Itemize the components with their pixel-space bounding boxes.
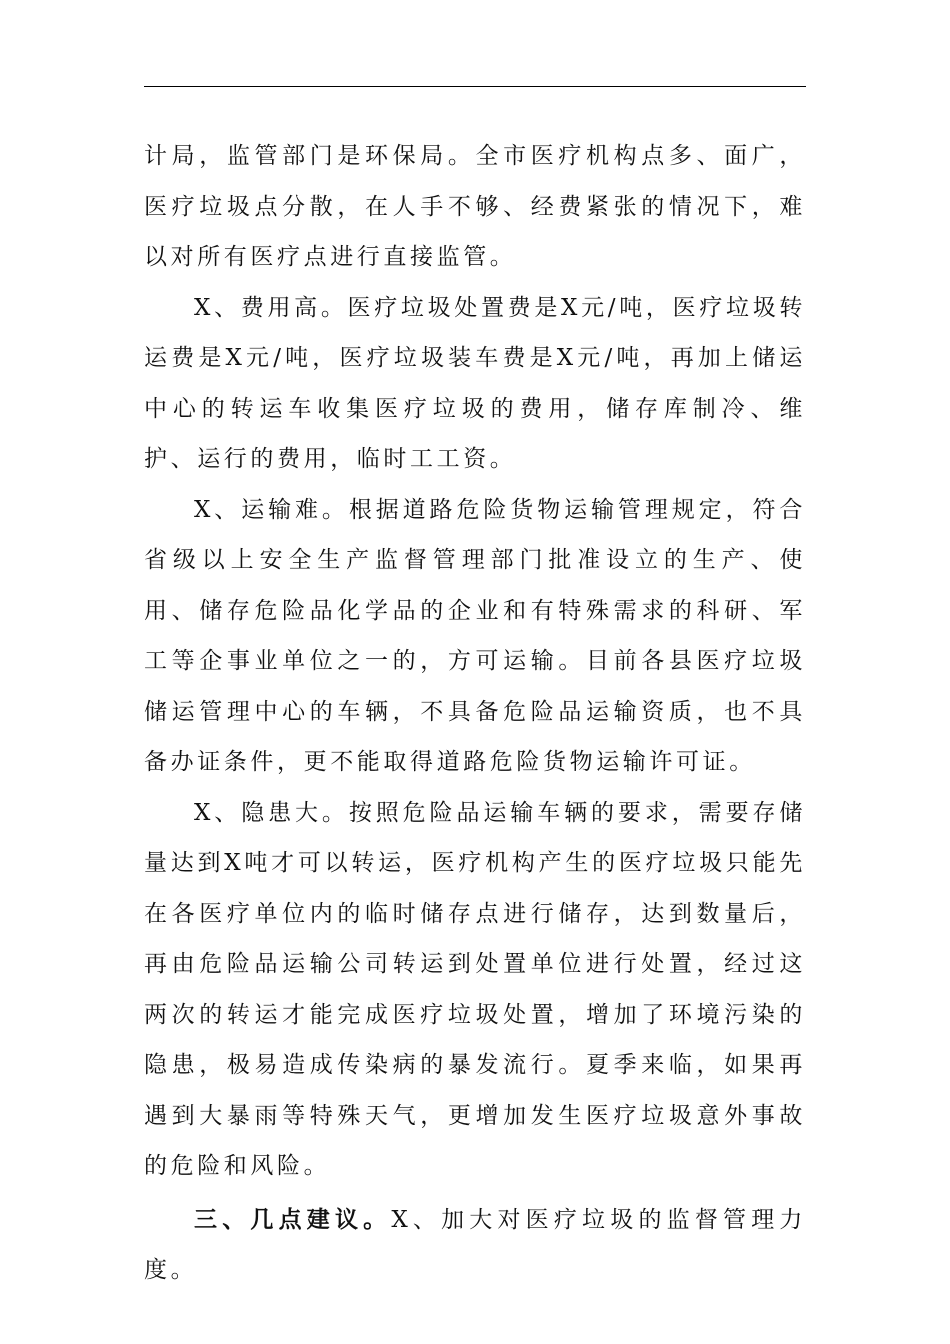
- paragraph-high-cost: X、费用高。医疗垃圾处置费是X元/吨，医疗垃圾转运费是X元/吨，医疗垃圾装车费是X元/吨，再加上储运中心的转运车收集医疗垃圾的费用，储存库制冷、维护、运行的费用，临时工工资。: [144, 294, 806, 472]
- header-rule: [144, 86, 806, 87]
- paragraph-transport-difficulty: X、运输难。根据道路危险货物运输管理规定，符合省级以上安全生产监督管理部门批准设立的生产、使用、储存危险品化学品的企业和有特殊需求的科研、军工等企事业单位之一的，方可运输。目前各县医疗垃圾储运管理中心的车辆，不具备危险品运输资质，也不具备办证条件，更不能取得道路危险货物运输许可证。: [144, 496, 806, 775]
- section-text: X、加大对医疗垃圾的监督管理力度。: [144, 1206, 806, 1283]
- document-body: [144, 131, 806, 1296]
- section-heading: 三、几点建议。: [194, 1205, 392, 1233]
- paragraph-suggestions: [144, 1195, 806, 1296]
- paragraph-supervision: 计局，监管部门是环保局。全市医疗机构点多、面广，医疗垃圾点分散，在人手不够、经费紧张的情况下，难以对所有医疗点进行直接监管。: [144, 143, 806, 270]
- paragraph-hidden-danger: X、隐患大。按照危险品运输车辆的要求，需要存储量达到X吨才可以转运，医疗机构产生的医疗垃圾只能先在各医疗单位内的临时储存点进行储存，达到数量后，再由危险品运输公司转运到处置单位进行处置，经过这两次的转运才能完成医疗垃圾处置，增加了环境污染的隐患，极易造成传染病的暴发流行。夏季来临，如果再遇到大暴雨等特殊天气，更增加发生医疗垃圾意外事故的危险和风险。: [144, 799, 806, 1179]
